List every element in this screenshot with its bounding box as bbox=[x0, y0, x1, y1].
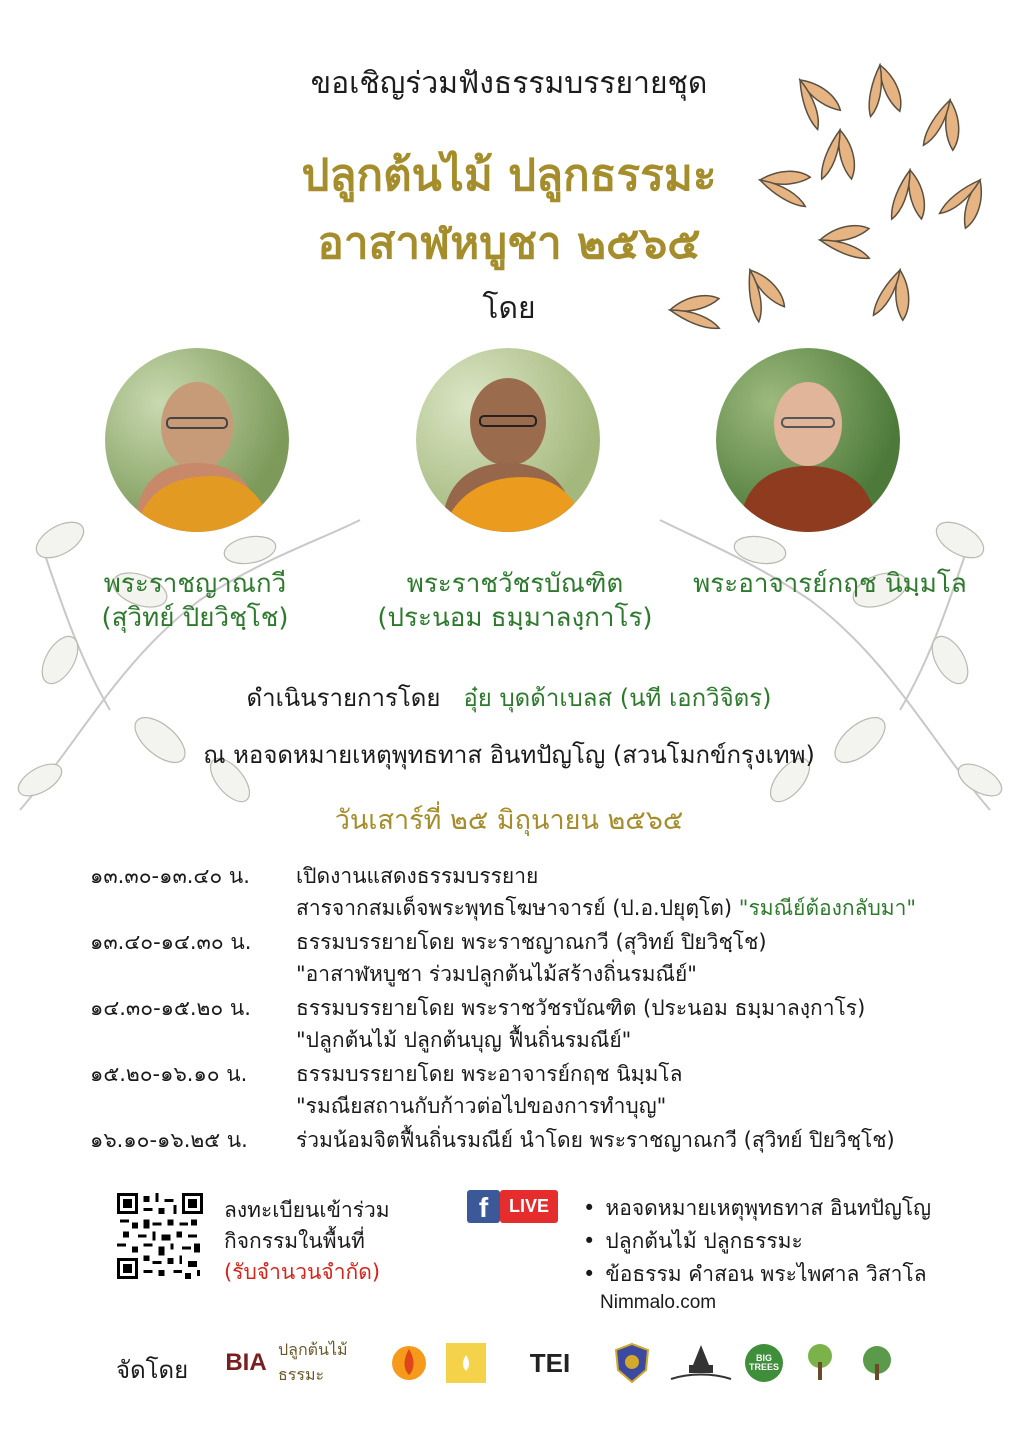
monk-portrait-icon bbox=[716, 348, 900, 532]
registration-qr-code[interactable] bbox=[117, 1193, 203, 1279]
event-title-line1: ปลูกต้นไม้ ปลูกธรรมะ bbox=[301, 150, 717, 201]
speaker-1-name: พระราชญาณกวี bbox=[103, 569, 287, 599]
schedule-time-1: ๑๓.๓๐-๑๓.๔๐ น. bbox=[90, 864, 250, 888]
schedule-item-5-line1: ร่วมน้อมจิตฟื้นถิ่นรมณีย์ นำโดย พระราชญาณกวี (สุวิทย์ ปิยวิชฺโช) bbox=[296, 1128, 895, 1152]
moderator-label: ดำเนินรายการโดย bbox=[246, 684, 441, 712]
big-trees-logo-text: BIG TREES bbox=[745, 1344, 783, 1382]
tree-foundation-logo bbox=[795, 1340, 845, 1386]
monk-portrait-icon bbox=[105, 348, 289, 532]
plook-tonmai-logo bbox=[278, 1340, 376, 1386]
schedule-time-2: ๑๓.๔๐-๑๔.๓๐ น. bbox=[90, 930, 252, 954]
speaker-3-name: พระอาจารย์กฤช นิมฺมโล bbox=[693, 569, 967, 599]
crest-logo bbox=[612, 1340, 652, 1386]
tree-icon bbox=[800, 1342, 840, 1384]
schedule-item-1-prefix: สารจากสมเด็จพระพุทธโฆษาจารย์ (ป.อ.ปยุตฺโต) bbox=[296, 896, 739, 920]
invite-heading: ขอเชิญร่วมฟังธรรมบรรยายชุด bbox=[310, 66, 708, 101]
tree-circle-logo bbox=[852, 1340, 902, 1386]
live-badge: LIVE bbox=[500, 1190, 558, 1223]
by-label: โดย bbox=[482, 291, 536, 326]
schedule-item-1-line1: เปิดงานแสดงธรรมบรรยาย bbox=[296, 864, 539, 888]
registration-limited: (รับจำนวนจำกัด) bbox=[224, 1260, 381, 1284]
venue: ณ หอจดหมายเหตุพุทธทาส อินทปัญโญ (สวนโมกข์กรุงเทพ) bbox=[203, 741, 815, 769]
moderator-name: อุ๋ย บุดด้าเบลส (นที เอกวิจิตร) bbox=[463, 684, 772, 712]
speaker-1-name-block bbox=[70, 568, 320, 636]
stupa-icon bbox=[669, 1343, 733, 1383]
buddhadasa-foundation-logo bbox=[388, 1340, 430, 1386]
schedule-time-4: ๑๕.๒๐-๑๖.๑๐ น. bbox=[90, 1062, 248, 1086]
tei-logo bbox=[498, 1340, 602, 1386]
live-channel-2: • ปลูกต้นไม้ ปลูกธรรมะ bbox=[583, 1225, 803, 1258]
schedule-item-4-line1: ธรรมบรรยายโดย พระอาจารย์กฤช นิมฺมโล bbox=[296, 1062, 683, 1086]
speaker-3-name-block bbox=[680, 568, 980, 602]
website-link[interactable]: Nimmalo.com bbox=[600, 1292, 717, 1313]
schedule-item-4-quote: "รมณียสถานกับก้าวต่อไปของการทำบุญ" bbox=[296, 1094, 667, 1118]
stupa-logo bbox=[668, 1340, 734, 1386]
lotus-icon bbox=[446, 1343, 486, 1383]
speaker-1-subname: (สุวิทย์ ปิยวิชฺโช) bbox=[101, 602, 289, 633]
speaker-2-portrait bbox=[416, 348, 600, 532]
crest-icon bbox=[614, 1342, 650, 1384]
live-channel-3: • ข้อธรรม คำสอน พระไพศาล วิสาโล bbox=[583, 1258, 927, 1291]
plook-tonmai-logo-text: ปลูกต้นไม้ ธรรมะ bbox=[278, 1340, 348, 1384]
bodhi-branch-illustration bbox=[0, 480, 1018, 840]
bia-logo bbox=[222, 1340, 270, 1386]
schedule-item-2-line1: ธรรมบรรยายโดย พระราชญาณกวี (สุวิทย์ ปิยวิชฺโช) bbox=[296, 930, 767, 954]
tei-logo-text: TEI bbox=[529, 1347, 571, 1378]
schedule-item-3-line1: ธรรมบรรยายโดย พระราชวัชรบัณฑิต (ประนอม ธมฺมาลงฺกาโร) bbox=[296, 996, 866, 1020]
schedule-item-1-line2 bbox=[296, 892, 916, 925]
lotus-flame-icon bbox=[389, 1343, 429, 1383]
live-channel-1: • หอจดหมายเหตุพุทธทาส อินทปัญโญ bbox=[583, 1192, 931, 1225]
lotus-square-logo bbox=[445, 1340, 487, 1386]
facebook-icon[interactable]: f bbox=[467, 1190, 500, 1223]
registration-line2: กิจกรรมในพื้นที่ bbox=[224, 1229, 365, 1253]
event-title-line2: อาสาฬหบูชา ๒๕๖๕ bbox=[317, 218, 701, 269]
speaker-1-portrait bbox=[105, 348, 289, 532]
moderator-line bbox=[0, 678, 1018, 717]
schedule-time-3: ๑๔.๓๐-๑๕.๒๐ น. bbox=[90, 996, 251, 1020]
speaker-3-portrait bbox=[716, 348, 900, 532]
speaker-2-name-block bbox=[360, 568, 670, 636]
speaker-2-name: พระราชวัชรบัณฑิต bbox=[406, 569, 624, 599]
bia-logo-text: BIA bbox=[225, 1349, 267, 1376]
speaker-2-subname: (ประนอม ธมฺมาลงฺกาโร) bbox=[377, 602, 653, 633]
schedule-time-5: ๑๖.๑๐-๑๖.๒๕ น. bbox=[90, 1128, 248, 1152]
schedule-item-3-quote: "ปลูกต้นไม้ ปลูกต้นบุญ ฟื้นถิ่นรมณีย์" bbox=[296, 1028, 632, 1052]
big-trees-logo bbox=[745, 1340, 783, 1386]
monk-portrait-icon bbox=[416, 348, 600, 532]
registration-line1: ลงทะเบียนเข้าร่วม bbox=[224, 1198, 390, 1222]
schedule-item-2-quote: "อาสาฬหบูชา ร่วมปลูกต้นไม้สร้างถิ่นรมณีย์" bbox=[296, 962, 697, 986]
event-date: วันเสาร์ที่ ๒๕ มิถุนายน ๒๕๖๕ bbox=[334, 805, 684, 836]
schedule-item-1-quote: "รมณีย์ต้องกลับมา" bbox=[738, 896, 917, 920]
tree-circle-icon bbox=[856, 1342, 898, 1384]
organizer-label: จัดโดย bbox=[116, 1356, 189, 1384]
